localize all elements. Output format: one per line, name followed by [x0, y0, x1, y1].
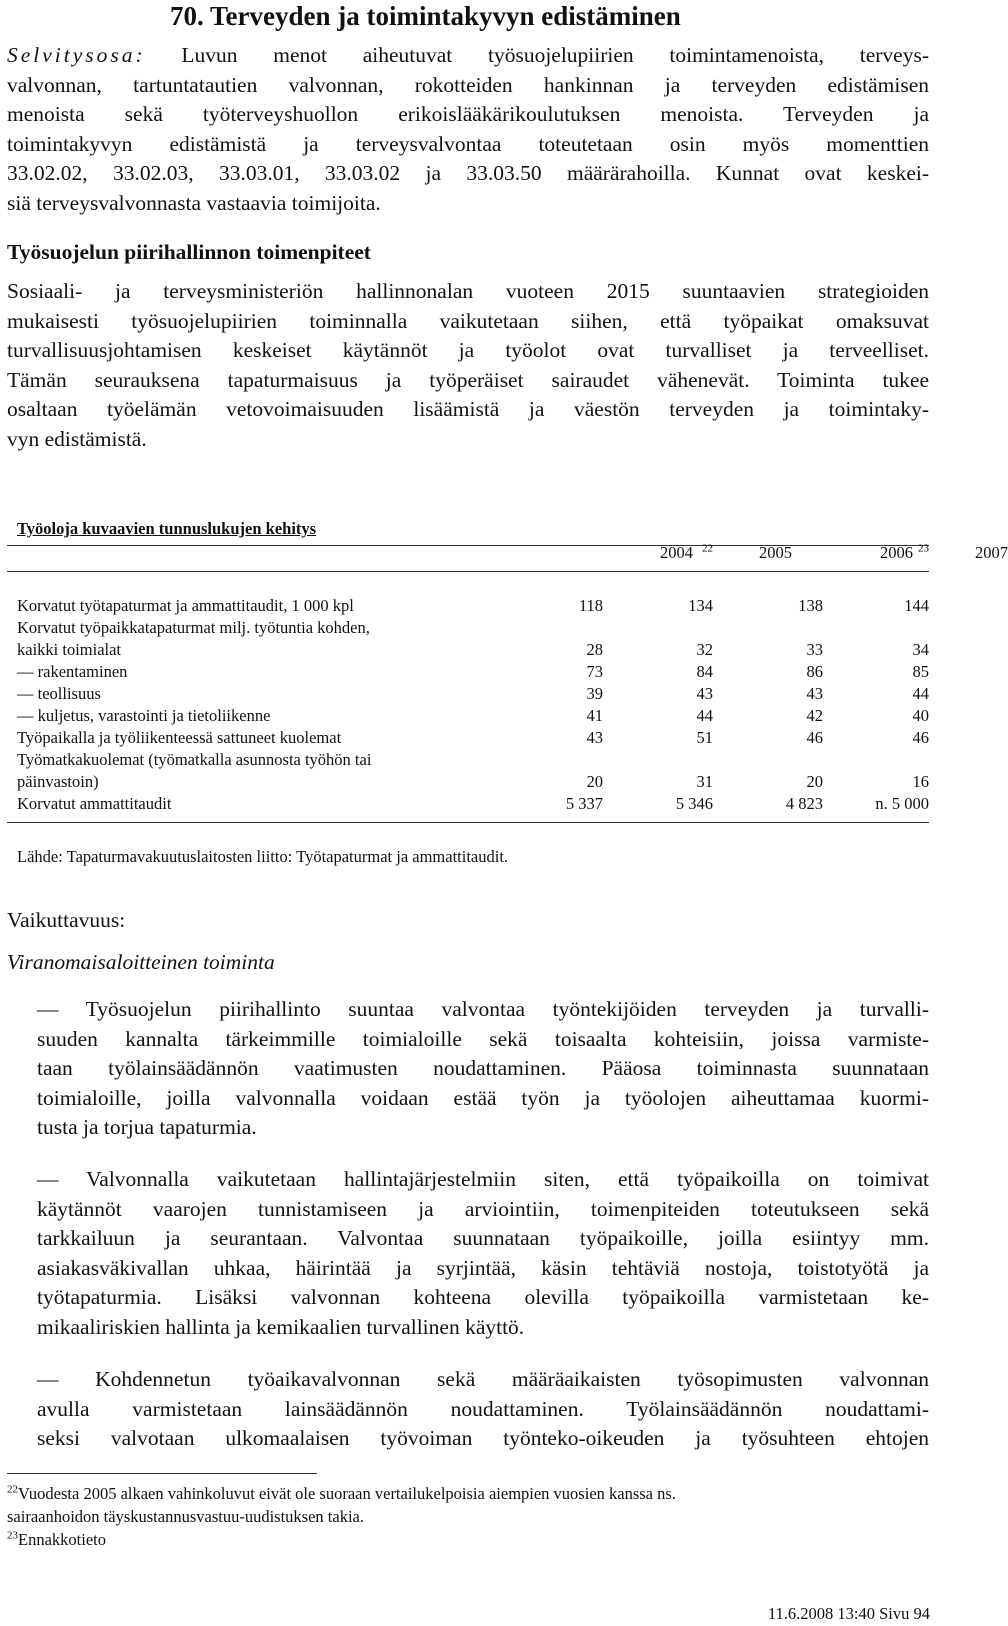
- table-cell: 34: [912, 640, 929, 659]
- intro-line: toimintakyvyn edistämistä ja terveysvalvontaa toteutetaan osin myös momenttien: [7, 131, 929, 156]
- table-row: [17, 617, 929, 639]
- bullet-paragraph: [37, 1165, 929, 1342]
- table-cell: 144: [904, 596, 929, 615]
- table-cell: 32: [696, 640, 713, 659]
- section-line: turvallisuusjohtamisen keskeiset käytännöt ja työolot ovat turvalliset ja terveelliset.: [7, 338, 929, 362]
- bullet-line: taan työlainsäädännön vaatimusten noudattaminen. Pääosa toiminnasta suunnataan: [37, 1056, 929, 1080]
- table-cell: 20: [586, 772, 603, 791]
- bullet-line: — Kohdennetun työaikavalvonnan sekä määräaikaisten työsopimusten valvonnan: [37, 1367, 929, 1391]
- bullet-line: — Työsuojelun piirihallinto suuntaa valvontaa työntekijöiden terveyden ja turvalli-: [37, 997, 929, 1021]
- table-cell: 4 823: [785, 794, 823, 813]
- table-row-label: päinvastoin): [17, 772, 99, 791]
- table-cell: 51: [696, 728, 713, 747]
- footnote: $^{23}$Ennakkotieto: [7, 1529, 106, 1549]
- intro-label: Selvitysosa:: [7, 43, 146, 67]
- table-row: [17, 727, 929, 749]
- table-col-header: 2005 $^{22}$: [702, 542, 792, 562]
- table-row: [17, 595, 929, 617]
- table-cell: 43: [806, 684, 823, 703]
- intro-line-text: Luvun menot aiheutuvat työsuojelupiirien toimintamenoista, terveys-: [181, 43, 930, 67]
- table-source: Lähde: Tapaturmavakuutuslaitosten liitto: Työtapaturmat ja ammattitaudit.: [17, 847, 509, 866]
- table-row: [17, 639, 929, 661]
- intro-line: menoista sekä työterveyshuollon erikoislääkärikoulutuksen menoista. Terveyden ja: [7, 102, 929, 126]
- table-row: [17, 771, 929, 793]
- footnote-rule: [7, 1473, 317, 1474]
- table-row-label: Työmatkakuolemat (työmatkalla asunnosta työhön tai: [17, 750, 372, 769]
- table-row-label: — teollisuus: [17, 684, 101, 703]
- section-line: osaltaan työelämän vetovoimaisuuden lisäämistä ja väestön terveyden ja toimintaky-: [7, 397, 929, 421]
- intro-line: valvonnan, tartuntatautien valvonnan, rokotteiden hankinnan ja terveyden edistämisen: [7, 72, 929, 97]
- table-cell: 43: [586, 728, 603, 747]
- table-cell: 134: [688, 596, 713, 615]
- bullet-line: työtapaturmia. Lisäksi valvonnan kohteena olevilla työpaikoilla varmistetaan ke-: [37, 1285, 929, 1309]
- table-cell: 84: [696, 662, 713, 681]
- bullet-paragraph: [37, 995, 929, 1143]
- effectiveness-sublabel: Viranomaisaloitteinen toiminta: [7, 950, 275, 974]
- table-row: [17, 749, 929, 771]
- table-cell: 5 346: [675, 794, 713, 813]
- table-cell: 118: [578, 596, 603, 615]
- bullet-line: käytännöt vaarojen tunnistamiseen ja arviointiin, toimenpiteiden toteutukseen sekä: [37, 1196, 929, 1221]
- table-cell: 44: [912, 684, 929, 703]
- table-cell: 40: [912, 706, 929, 725]
- effectiveness-label: Vaikuttavuus:: [7, 908, 126, 932]
- table-cell: n. 5 000: [875, 794, 929, 813]
- page-footer: 11.6.2008 13:40 Sivu 94: [767, 1604, 930, 1623]
- intro-line: siä terveysvalvonnasta vastaavia toimijoita.: [7, 190, 381, 215]
- table-col-header: 2007 $^{23}$: [918, 542, 1008, 562]
- bullet-line: tusta ja torjua tapaturmia.: [37, 1115, 257, 1139]
- table-cell: 39: [586, 684, 603, 703]
- table-cell: 16: [912, 772, 929, 791]
- table-cell: 85: [912, 662, 929, 681]
- intro-line: [7, 41, 929, 71]
- table-row: [17, 793, 929, 815]
- bullet-paragraph: [37, 1365, 929, 1454]
- table-cell: 42: [806, 706, 823, 725]
- table-cell: 73: [586, 662, 603, 681]
- table-cell: 20: [806, 772, 823, 791]
- table-title: Työoloja kuvaavien tunnuslukujen kehitys: [17, 519, 317, 538]
- table-row: [17, 683, 929, 705]
- table-row-label: Työpaikalla ja työliikenteessä sattuneet kuolemat: [17, 728, 342, 747]
- section-paragraph: [7, 277, 929, 454]
- table-cell: 46: [912, 728, 929, 747]
- table-header: 2004 2005 $^{22}$ 2006 2007 $^{23}$: [17, 543, 929, 567]
- section-line: vyn edistämistä.: [7, 426, 147, 451]
- table-cell: 46: [806, 728, 823, 747]
- section-line: mukaisesti työsuojelupiirien toiminnalla vaikutetaan siihen, että työpaikat omaksuvat: [7, 308, 929, 333]
- table-row: [17, 705, 929, 727]
- bullet-line: mikaaliriskien hallinta ja kemikaalien turvallinen käyttö.: [37, 1314, 525, 1339]
- intro-paragraph: [7, 41, 929, 218]
- table-cell: 43: [696, 684, 713, 703]
- table-cell: 5 337: [565, 794, 603, 813]
- table-cell: 44: [696, 706, 713, 725]
- table-cell: 28: [586, 640, 603, 659]
- table-cell: 86: [806, 662, 823, 681]
- footnote: sairaanhoidon täyskustannusvastuu-uudistuksen takia.: [7, 1507, 364, 1526]
- bullet-line: suuden kannalta tärkeimmille toimialoille sekä toisaalta kohteisiin, joissa varmiste-: [37, 1026, 929, 1051]
- footnote: $^{22}$Vuodesta 2005 alkaen vahinkoluvut eivät ole suoraan vertailukelpoisia aiempien vuosien kanssa ns.: [7, 1483, 676, 1503]
- table-cell: 138: [798, 596, 823, 615]
- section-line: Tämän seurauksena tapaturmaisuus ja työperäiset sairaudet vähenevät. Toiminta tukee: [7, 367, 929, 392]
- table-body: [17, 595, 929, 815]
- table-cell: 31: [696, 772, 713, 791]
- bullet-line: asiakasväkivallan uhkaa, häirintää ja syrjintää, käsin tehtäviä nostoja, toistotyötä ja: [37, 1255, 929, 1280]
- table-row-label: Korvatut työtapaturmat ja ammattitaudit, 1 000 kpl: [17, 596, 354, 615]
- table-row-label: Korvatut ammattitaudit: [17, 794, 172, 813]
- section-line: Sosiaali- ja terveysministeriön hallinnonalan vuoteen 2015 suuntaavien strategioiden: [7, 279, 929, 303]
- table-row-label: Korvatut työpaikkatapaturmat milj. työtuntia kohden,: [17, 618, 370, 637]
- intro-line: 33.02.02, 33.02.03, 33.03.01, 33.03.02 ja 33.03.50 määrärahoilla. Kunnat ovat keskei-: [7, 161, 929, 185]
- table-row-label: kaikki toimialat: [17, 640, 122, 659]
- bullet-line: seksi valvotaan ulkomaalaisen työvoiman työnteko-oikeuden ja työsuhteen ehtojen: [37, 1426, 929, 1450]
- page-title: 70. Terveyden ja toimintakyvyn edistäminen: [170, 1, 681, 31]
- table-row-label: — rakentaminen: [17, 662, 128, 681]
- bullet-line: — Valvonnalla vaikutetaan hallintajärjestelmiin siten, että työpaikoilla on toimivat: [37, 1167, 929, 1191]
- bullet-line: tarkkailuun ja seurantaan. Valvontaa suunnataan työpaikoille, joilla esiintyy mm.: [37, 1226, 929, 1250]
- bullet-line: toimialoille, joilla valvonnalla voidaan estää työn ja työolojen aiheuttamaa kuormi-: [37, 1085, 929, 1110]
- table-cell: 41: [586, 706, 603, 725]
- section-heading: Työsuojelun piirihallinnon toimenpiteet: [7, 240, 371, 264]
- bullet-line: avulla varmistetaan lainsäädännön noudattaminen. Työlainsäädännön noudattami-: [37, 1396, 929, 1421]
- table-cell: 33: [806, 640, 823, 659]
- table-row: [17, 661, 929, 683]
- table-header-rule: [7, 571, 929, 572]
- table-row-label: — kuljetus, varastointi ja tietoliikenne: [17, 706, 271, 725]
- table-bottom-rule: [7, 822, 929, 823]
